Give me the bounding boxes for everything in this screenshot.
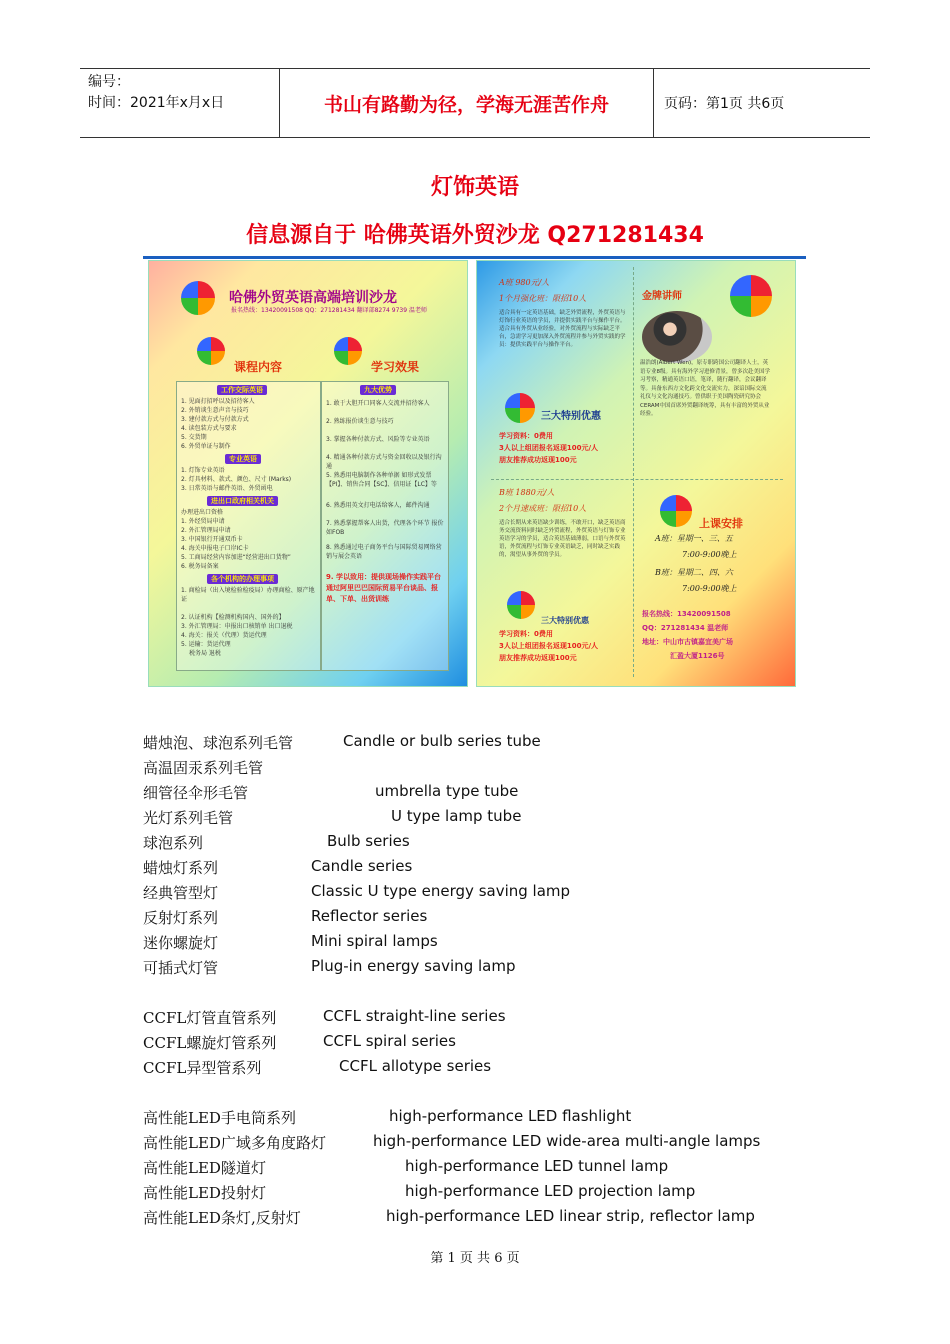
vocab-cn: CCFL灯管直管系列 [143,1009,277,1027]
course-line: 办理进出口资格 [181,509,224,516]
offer-line: 3人以上组团报名返现100元/人 [499,642,599,650]
course-line: 6. 外贸单证与制作 [181,443,231,450]
course-line: 4. 海关：报关（代理）货运代理 [181,632,267,639]
offer-line: 朋友推荐成功返现100元 [499,654,577,662]
vocab-cn: 蜡烛灯系列 [143,859,219,877]
course-line: 3. 中国银行开通双币卡 [181,536,243,543]
course-line: 2. 外汇管理局申请 [181,527,231,534]
vocab-en: CCFL spiral series [323,1032,456,1050]
vocab-cn: 细管径伞形毛管 [143,784,249,802]
vocab-en: Classic U type energy saving lamp [311,882,571,900]
vocab-en: U type lamp tube [391,807,522,825]
vocab-en: umbrella type tube [375,782,519,800]
flyer-hotline: 报名热线：13420091508 QQ：271281434 翻译部8274 9739 温老师 [231,307,427,314]
contact-line: 报名热线：13420091508 [642,610,731,618]
course-line: 4. 读包装方式与要求 [181,425,237,432]
b-class-price: B班 1880元/人 [499,488,555,497]
b-class-desc: 2个月速成班：限招10人 [499,504,587,513]
vocab-en: CCFL straight-line series [323,1007,506,1025]
schedule-line: A班：星期一、三、五 [655,534,733,543]
effect-line: 6. 熟悉用英文打电话给客人，邮件沟通 [326,502,430,509]
header-meta [80,69,280,137]
teacher-label: 金牌讲师 [642,291,682,302]
vocab-en: Mini spiral lamps [311,932,438,950]
flower-logo-icon [730,275,772,317]
vocab-cn: 蜡烛泡、球泡系列毛管 [143,734,294,752]
effect-line: 7. 熟悉掌握帮客人出货，代理各个环节 报价如FOB [326,520,444,536]
course-line: 5. 交货期 [181,434,207,441]
header-motto: 书山有路勤为径，学海无涯苦作舟 [280,69,654,137]
vocab-cn: 高性能LED投射灯 [143,1184,266,1202]
flower-logo-icon [334,337,362,365]
flyer-title: 哈佛外贸英语高端培训沙龙 [229,290,397,306]
flower-logo-icon [505,393,535,423]
offer-line: 学习资料：0费用 [499,630,553,638]
flyer-right-panel [476,260,796,687]
a-class-desc: 1个月强化班：限招10人 [499,294,587,303]
flyer-image [143,256,806,700]
schedule-line: 7:00-9:00晚上 [682,550,737,559]
course-line: 6. 税务局备案 [181,563,219,570]
schedule-line: B班：星期二、四、六 [655,568,733,577]
page-header [80,68,870,138]
flower-logo-icon [181,281,215,315]
header-page-info: 页码：第1页 共6页 [664,96,785,112]
course-line: 4. 海关申报电子口岸IC卡 [181,545,249,552]
vocab-cn: CCFL异型管系列 [143,1059,262,1077]
vocab-en: high-performance LED projection lamp [405,1182,696,1200]
vocab-cn: 高温固汞系列毛管 [143,759,264,777]
schedule-title: 上课安排 [699,517,743,530]
vocab-en: Reflector series [311,907,428,925]
offer-line: 学习资料：0费用 [499,432,553,440]
vocab-en: Plug-in energy saving lamp [311,957,516,975]
teacher-photo [642,311,712,363]
offer-line: 朋友推荐成功返现100元 [499,456,577,464]
offer-line: 3人以上组团报名返现100元/人 [499,444,599,452]
badge-2: 专业英语 [225,454,261,464]
vocab-cn: 经典管型灯 [143,884,219,902]
course-line: 3. 日常英语与邮件英语、外贸函电 [181,485,273,492]
badge-4: 各个机构的办理事项 [207,574,278,584]
vocab-cn: CCFL螺旋灯管系列 [143,1034,277,1052]
vocab-en: high-performance LED tunnel lamp [405,1157,669,1175]
flower-logo-icon [660,495,692,527]
schedule-line: 7:00-9:00晚上 [682,584,737,593]
badge-advantages: 九大优势 [360,385,396,395]
effect-line: 5. 熟悉用电脑制作各种单据 如形式发票【PI】、销售合同【SC】、信用证【LC】等 [326,472,437,488]
effect-line: 4. 精通各种付款方式与资金回收以及银行沟通 [326,454,442,470]
effect-line: 1. 敢于大胆开口同客人交流并招待客人 [326,400,430,407]
b-class-text: 适合长期从来英语缺少训练，不敢开口，缺乏英语商务交流资料同时缺乏外贸流程，外贸英语与灯饰专业英语学习的学员，适合英语基础薄弱，口语与外贸英语，外贸流程与灯饰专业英语缺乏，同时缺乏实践的，渴望从事外贸的学员。 [499,520,626,558]
vocab-cn: 高性能LED手电筒系列 [143,1109,296,1127]
badge-3: 进出口政府相关机关 [207,496,278,506]
vocab-cn: 光灯系列毛管 [143,809,234,827]
divider [633,267,635,677]
vocab-cn: 高性能LED隧道灯 [143,1159,266,1177]
effect-line: 8. 熟悉通过电子商务平台与国际贸易网络营销与展会英语 [326,544,442,560]
course-line: 1. 商检局（出入境检验检疫局）办理商检、原产地证 [181,587,315,603]
course-content-heading: 课程内容 [234,360,283,374]
practice-note: 9. 学以致用：提供现场操作实践平台通过阿里巴巴国际贸易平台谈品、报单、下单、出货训练 [326,573,441,603]
date-label: 时间：2021年x月x日 [88,95,225,111]
course-line: 5. 运输：货运代理 [181,641,231,648]
course-line: 1. 见面打招呼以及招待客人 [181,398,255,405]
course-line: 1. 灯饰专业英语 [181,467,225,474]
vocab-en: high-performance LED wide-area multi-angle lamps [373,1132,761,1150]
flyer-top-rule [143,256,806,259]
course-line: 2. 外销谈生意声音与技巧 [181,407,249,414]
course-line: 2. 认证机构【检测机构国内、国外的】 [181,614,285,621]
offer-title: 三大特别优惠 [541,411,601,422]
page-footer: 第 1 页 共 6 页 [430,1251,520,1266]
document-subtitle: 信息源自于 哈佛英语外贸沙龙 Q271281434 [246,223,704,248]
course-line: 1. 外经贸局申请 [181,518,225,525]
document-title: 灯饰英语 [430,175,519,200]
course-box [176,381,321,671]
course-line: 2. 灯具材料、款式、颜色、尺寸 (Marks) [181,476,292,483]
vocab-en: high-performance LED linear strip, reflector lamp [386,1207,755,1225]
flower-logo-icon [197,337,225,365]
vocab-cn: 可插式灯管 [143,959,219,977]
course-line: 5. 工商局经营内容加进“经营进出口货物” [181,554,291,561]
vocab-en: CCFL allotype series [339,1057,492,1075]
contact-line: QQ：271281434 温老师 [642,624,729,632]
learning-effect-heading: 学习效果 [371,360,420,374]
course-line: 税务局 退税 [189,650,221,657]
effect-line: 2. 熟练报价谈生意与技巧 [326,418,394,425]
contact-line: 地址：中山市古镇嘉宜美广场 [642,638,733,646]
vocab-cn: 迷你螺旋灯 [143,934,219,952]
vocab-en: Candle series [311,857,413,875]
teacher-bio: 温浩朗(Albert Wen)，原专职跨国公司翻译人士，英语专业8级。具有海外学习进修背景，曾多次赴美国学习考察，精通英语口语，笔译，随行翻译，会议翻译等。具备东西方文化跨文化交流实力，深谙国际交流礼仪与文化沟通技巧。曾供职于美国陶瓷研究协会CERAM中国首席外贸翻译统筹，具有丰富的外贸从业经验。 [640,360,771,417]
vocab-cn: 反射灯系列 [143,909,219,927]
course-line: 3. 建付款方式与付款方式 [181,416,249,423]
a-class-text: 适合具有一定英语基础，缺乏外贸流程，外贸英语与灯饰行业英语的学员，并提供实践平台与操作平台。适合具有外贸从业经验，对外贸流程与实际缺乏平台，急需学习更加深入外贸流程并参与外贸实践的学员：提供实践平台与操作平台。 [499,310,626,348]
effect-line: 3. 掌握各种付款方式、风险等专业英语 [326,436,430,443]
a-class-price: A班 980元/人 [499,278,550,287]
badge-1: 工作交际英语 [217,385,267,395]
divider [491,479,783,481]
vocab-cn: 球泡系列 [143,834,204,852]
vocab-en: Candle or bulb series tube [343,732,541,750]
vocab-en: Bulb series [327,832,410,850]
vocab-cn: 高性能LED广域多角度路灯 [143,1134,326,1152]
effect-box [321,381,449,671]
code-label: 编号： [88,74,130,90]
contact-line: 汇盈大厦1126号 [670,652,725,660]
flyer-left-panel [148,260,468,687]
vocab-en: high-performance LED flashlight [389,1107,632,1125]
flower-logo-icon [507,591,535,619]
course-line: 3. 外汇管理局：申报出口核销单 出口退税 [181,623,293,630]
vocab-cn: 高性能LED条灯,反射灯 [143,1209,301,1227]
offer-title: 三大特别优惠 [541,616,589,625]
